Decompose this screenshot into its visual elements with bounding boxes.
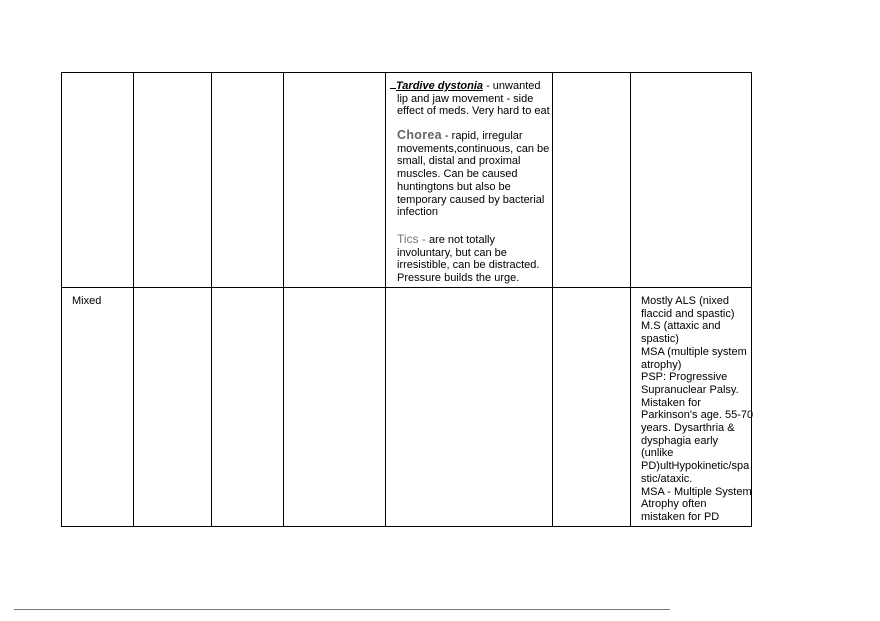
row-label-cell <box>62 288 134 527</box>
tics-term: Tics - <box>397 232 426 246</box>
note-line: M.S (attaxic and <box>641 320 721 333</box>
chorea-line: infection <box>397 206 438 219</box>
chorea-line: small, distal and proximal <box>397 155 521 168</box>
table-cell <box>212 73 284 288</box>
tics-line: Pressure builds the urge. <box>397 272 520 285</box>
table-cell <box>631 73 752 288</box>
note-line: (unlike <box>641 447 674 460</box>
tardive-dystonia-entry <box>390 80 550 118</box>
note-line: atrophy) <box>641 358 682 371</box>
table-cell <box>134 288 212 527</box>
tardive-dystonia-term: Tardive dystonia <box>396 80 484 92</box>
row-label-mixed: Mixed <box>72 295 102 307</box>
note-line: mistaken for PD <box>641 510 720 523</box>
note-line: MSA - Multiple System <box>641 485 752 498</box>
table-cell <box>553 73 631 288</box>
tics-line: involuntary, but can be <box>397 246 507 259</box>
note-line: stic/ataxic. <box>641 472 693 485</box>
footer-rule <box>14 609 670 610</box>
table-cell <box>386 288 553 527</box>
tics-line: are not totally <box>425 234 495 246</box>
table-row <box>62 288 752 527</box>
note-line: years. Dysarthria & <box>641 422 735 435</box>
note-line: Atrophy often <box>641 498 707 511</box>
table-cell <box>134 73 212 288</box>
tardive-line: effect of meds. Very hard to eat <box>397 105 550 118</box>
note-line: Supranuclear Palsy. <box>641 383 739 396</box>
chorea-line: muscles. Can be caused <box>397 168 518 181</box>
table-row <box>62 73 752 288</box>
tardive-line: - unwanted <box>483 80 541 92</box>
chorea-line: temporary caused by bacterial <box>397 193 545 206</box>
note-line: dysphagia early <box>641 434 719 447</box>
table-cell <box>284 73 386 288</box>
tics-line: irresistible, can be distracted. <box>397 259 540 272</box>
chorea-line: - rapid, irregular <box>441 130 523 142</box>
note-line: Parkinson's age. 55-70 <box>641 409 754 422</box>
note-line: Mistaken for <box>641 396 701 409</box>
tics-entry <box>397 233 539 285</box>
tardive-line: lip and jaw movement - side <box>397 92 534 105</box>
note-line: flaccid and spastic) <box>641 307 735 320</box>
movement-descriptions-cell <box>386 73 553 288</box>
chorea-term: Chorea <box>397 128 442 142</box>
note-line: PSP: Progressive <box>641 371 728 384</box>
mixed-notes <box>641 295 753 524</box>
note-line: spastic) <box>641 333 679 346</box>
table-cell <box>212 288 284 527</box>
mixed-notes-cell <box>631 288 752 527</box>
chorea-line: movements,continuous, can be <box>397 142 550 155</box>
table-cell <box>553 288 631 527</box>
chorea-entry <box>397 129 549 219</box>
table-cell <box>284 288 386 527</box>
table-cell <box>62 73 134 288</box>
chorea-line: huntingtons but also be <box>397 180 511 193</box>
note-line: Mostly ALS (nixed <box>641 295 730 307</box>
note-line: PD)ultHypokinetic/spa <box>641 460 750 473</box>
notes-table <box>61 72 752 527</box>
note-line: MSA (multiple system <box>641 345 747 358</box>
